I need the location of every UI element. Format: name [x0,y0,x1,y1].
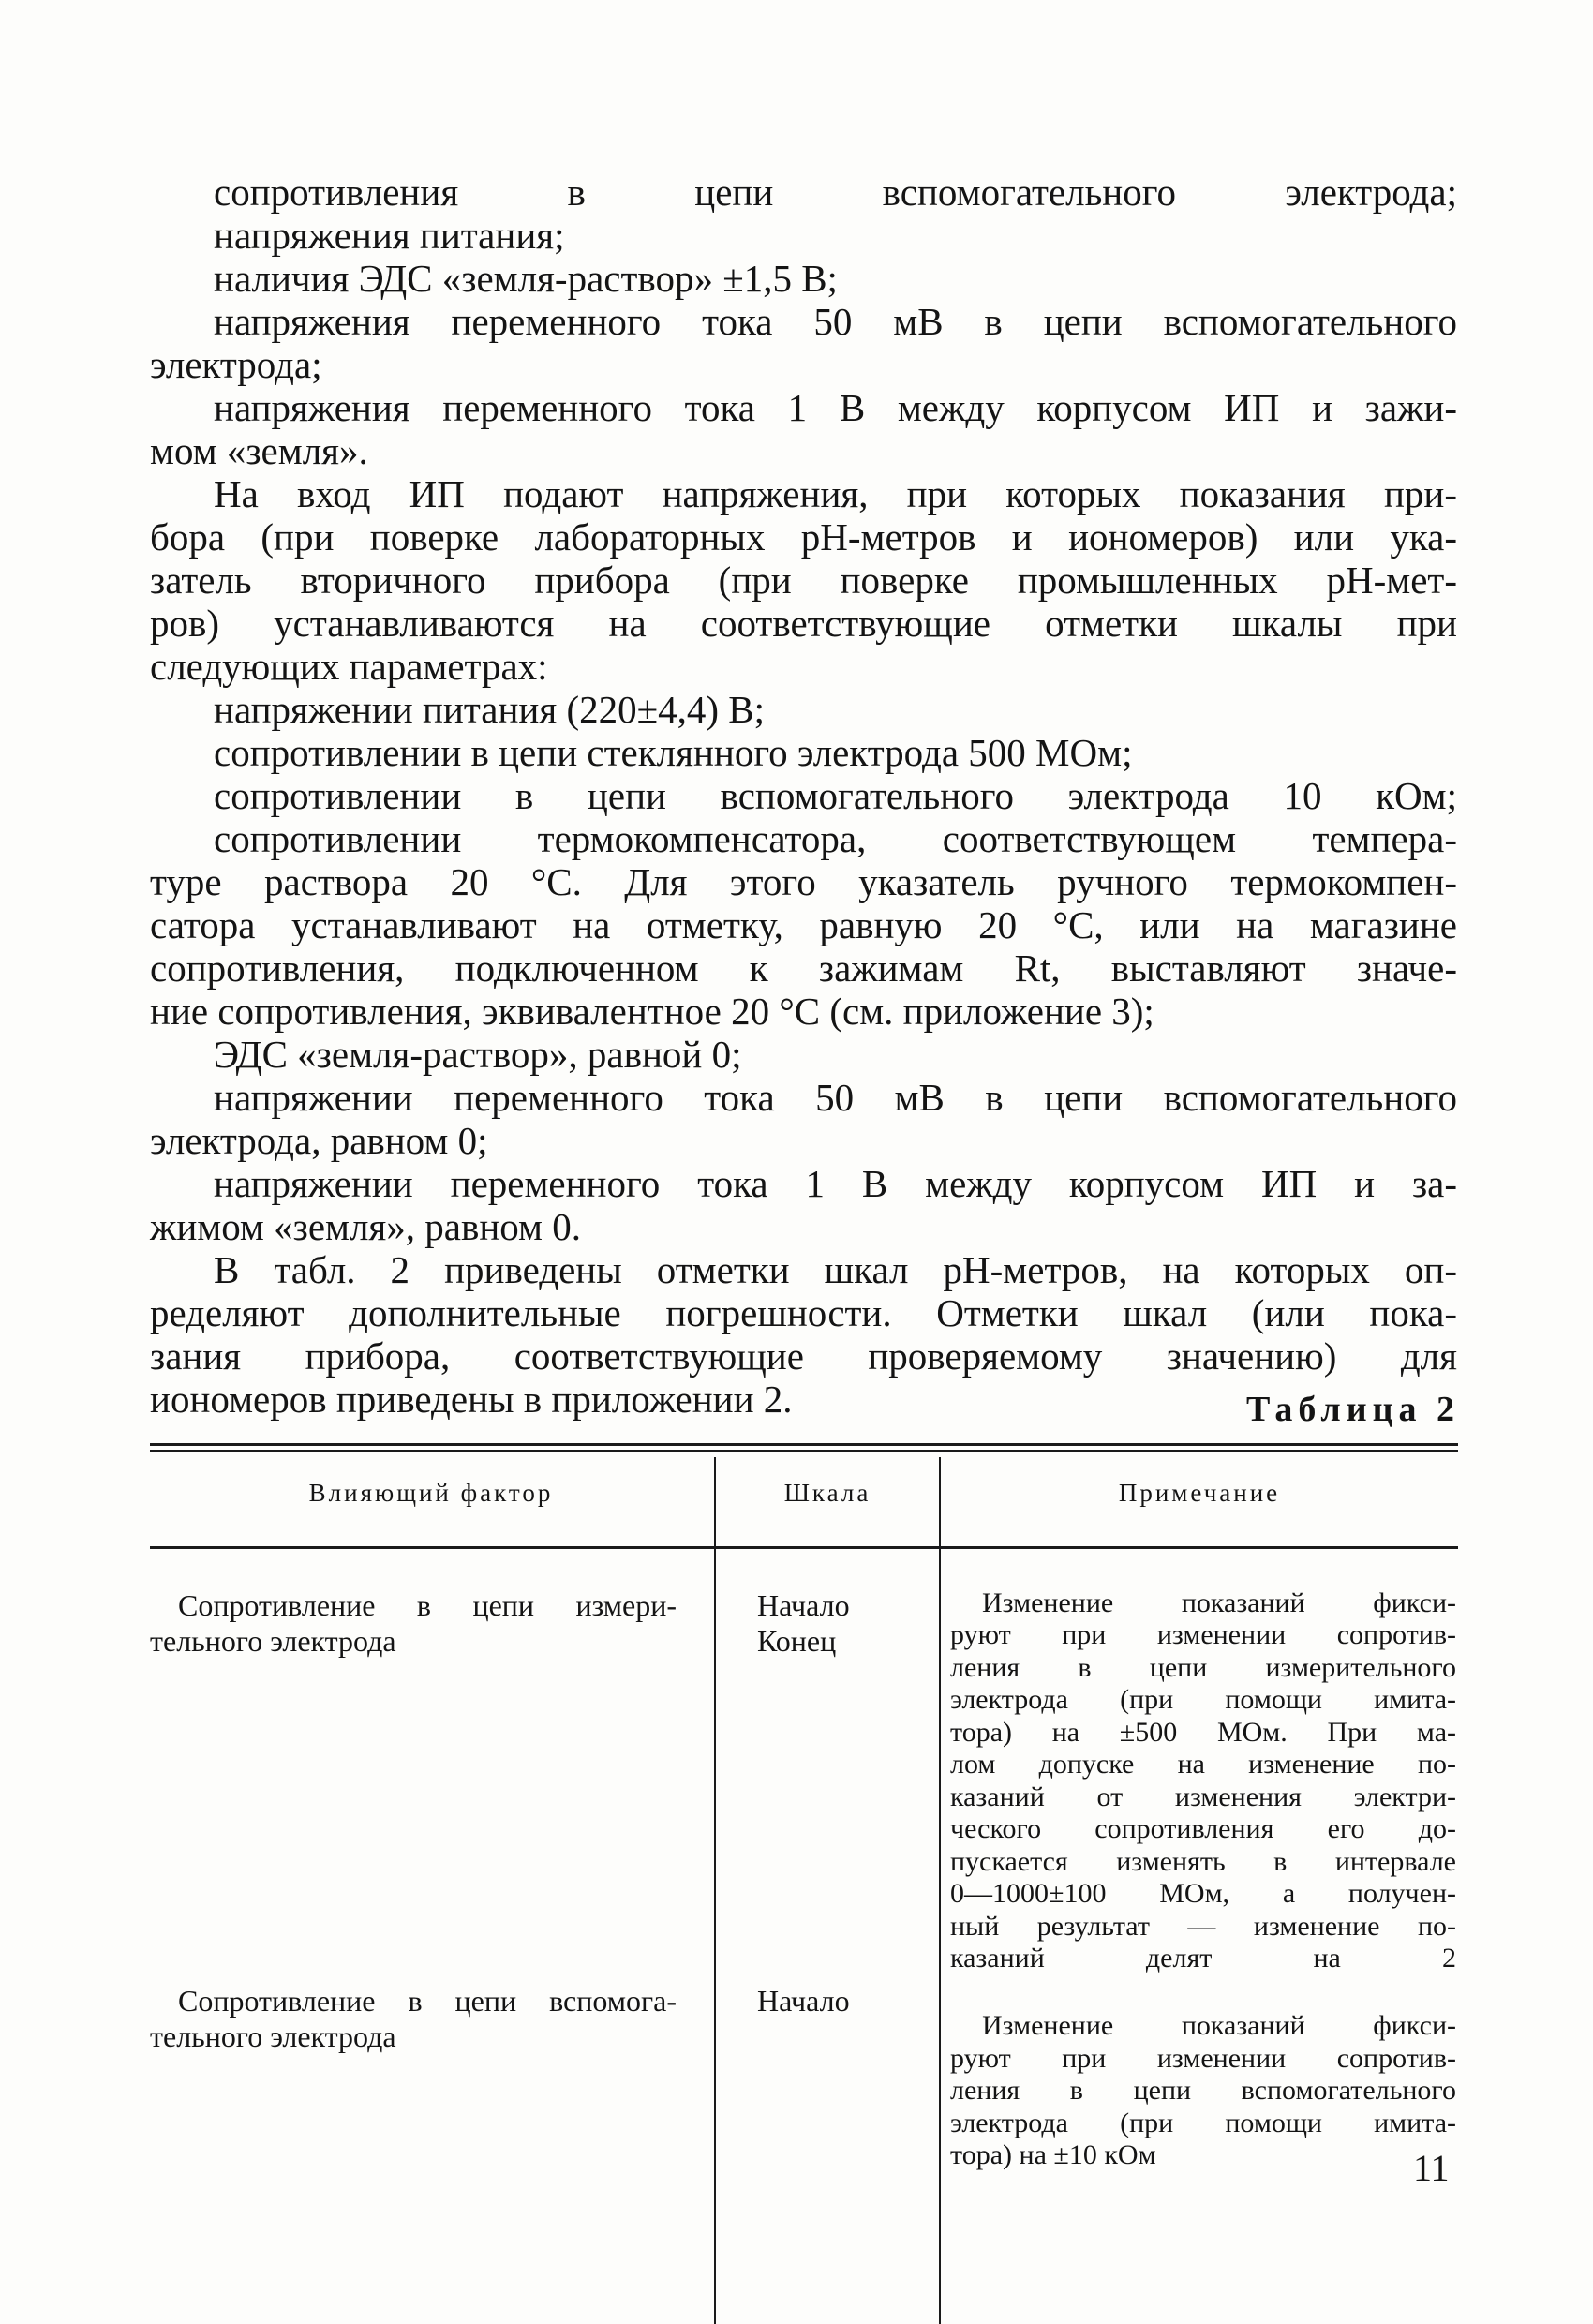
table-cell-note: пускается изменять в интервале [950,1846,1456,1877]
column-header-factor: Влияющий фактор [308,1479,554,1507]
body-line: На вход ИП подают напряжения, при которых показания при- [214,472,1457,515]
body-line: сопротивлении в цепи стеклянного электрода 500 МОм; [214,731,1133,774]
table-cell-note: ления в цепи измерительного [950,1652,1456,1683]
body-line: бора (при поверке лабораторных рН-метров и иономеров) или ука- [150,515,1457,559]
body-line: напряжении переменного тока 1 В между корпусом ИП и за- [214,1162,1457,1205]
body-line: зания прибора, соответствующие проверяемому значению) для [150,1334,1457,1378]
body-line: туре раствора 20 °С. Для этого указатель ручного термокомпен- [150,860,1457,903]
table-cell-note: руют при изменении сопротив- [950,2043,1456,2074]
table-cell-factor: Сопротивление в цепи вспомога- [178,1984,677,2018]
column-header-scale: Шкала [783,1479,871,1507]
column-header-note: Примечание [1118,1479,1281,1507]
body-line: иономеров приведены в приложении 2. [150,1378,793,1421]
table-top-rule [150,1450,1458,1452]
body-line: напряжения переменного тока 1 В между корпусом ИП и зажи- [214,386,1457,429]
table-caption: Таблица 2 [1245,1390,1460,1429]
table-header-rule [150,1546,1458,1549]
column-divider [939,1457,941,2324]
body-line: напряжения переменного тока 50 мВ в цепи вспомогательного [214,300,1457,343]
table-cell-scale: Конец [757,1624,837,1658]
body-line: сопротивлении в цепи вспомогательного электрода 10 кОм; [214,774,1457,817]
table-cell-scale: Начало [757,1984,850,2018]
table-cell-factor: тельного электрода [150,1624,396,1658]
table-cell-factor: тельного электрода [150,2019,396,2053]
body-line: напряжении питания (220±4,4) В; [214,688,765,731]
body-line: В табл. 2 приведены отметки шкал рН-метров, на которых оп- [214,1248,1457,1291]
column-divider [714,1457,716,2324]
body-line: напряжении переменного тока 50 мВ в цепи вспомогательного [214,1076,1457,1119]
table-cell-scale: Начало [757,1588,850,1622]
body-line: электрода; [150,343,322,386]
table-cell-note: электрода (при помощи имита- [950,2108,1456,2138]
table-cell-note: лом допуске на изменение по- [950,1749,1456,1780]
body-line: напряжения питания; [214,214,565,257]
body-line: ние сопротивления, эквивалентное 20 °С (см. приложение 3); [150,990,1154,1033]
body-line: мом «земля». [150,429,368,472]
table-top-rule [150,1443,1458,1446]
body-line: жимом «земля», равном 0. [150,1205,581,1248]
table-cell-note: ления в цепи вспомогательного [950,2075,1456,2106]
body-line: ределяют дополнительные погрешности. Отметки шкал (или пока- [150,1291,1457,1334]
table-cell-note: электрода (при помощи имита- [950,1684,1456,1715]
table-cell-note: ческого сопротивления его до- [950,1813,1456,1844]
body-line: наличия ЭДС «земля-раствор» ±1,5 В; [214,257,838,300]
table-cell-note: тора) на ±500 МОм. При ма- [950,1717,1456,1748]
table-cell-note: казаний делят на 2 [950,1943,1456,1974]
table-cell-note: Изменение показаний фикси- [982,2010,1456,2041]
body-line: ров) устанавливаются на соответствующие отметки шкалы при [150,602,1457,645]
page-number: 11 [1413,2147,1450,2189]
body-line: сопротивления, подключенном к зажимам Rt, выставляют значе- [150,946,1457,990]
table-cell-note: ный результат — изменение по- [950,1911,1456,1942]
body-line: следующих параметрах: [150,645,548,688]
table-cell-note: 0—1000±100 МОм, а получен- [950,1878,1456,1909]
table-cell-note: руют при изменении сопротив- [950,1619,1456,1650]
body-line: ЭДС «земля-раствор», равной 0; [214,1033,742,1076]
table-cell-note: казаний от изменения электри- [950,1781,1456,1812]
body-line: электрода, равном 0; [150,1119,488,1162]
table-cell-note: тора) на ±10 кОм [950,2139,1156,2170]
body-line: сопротивления в цепи вспомогательного электрода; [214,171,1457,214]
table-cell-note: Изменение показаний фикси- [982,1587,1456,1618]
body-line: сатора устанавливают на отметку, равную 20 °С, или на магазине [150,903,1457,946]
body-line: затель вторичного прибора (при поверке промышленных рН-мет- [150,559,1457,602]
table-cell-factor: Сопротивление в цепи измери- [178,1588,677,1622]
body-line: сопротивлении термокомпенсатора, соответствующем темпера- [214,817,1457,860]
